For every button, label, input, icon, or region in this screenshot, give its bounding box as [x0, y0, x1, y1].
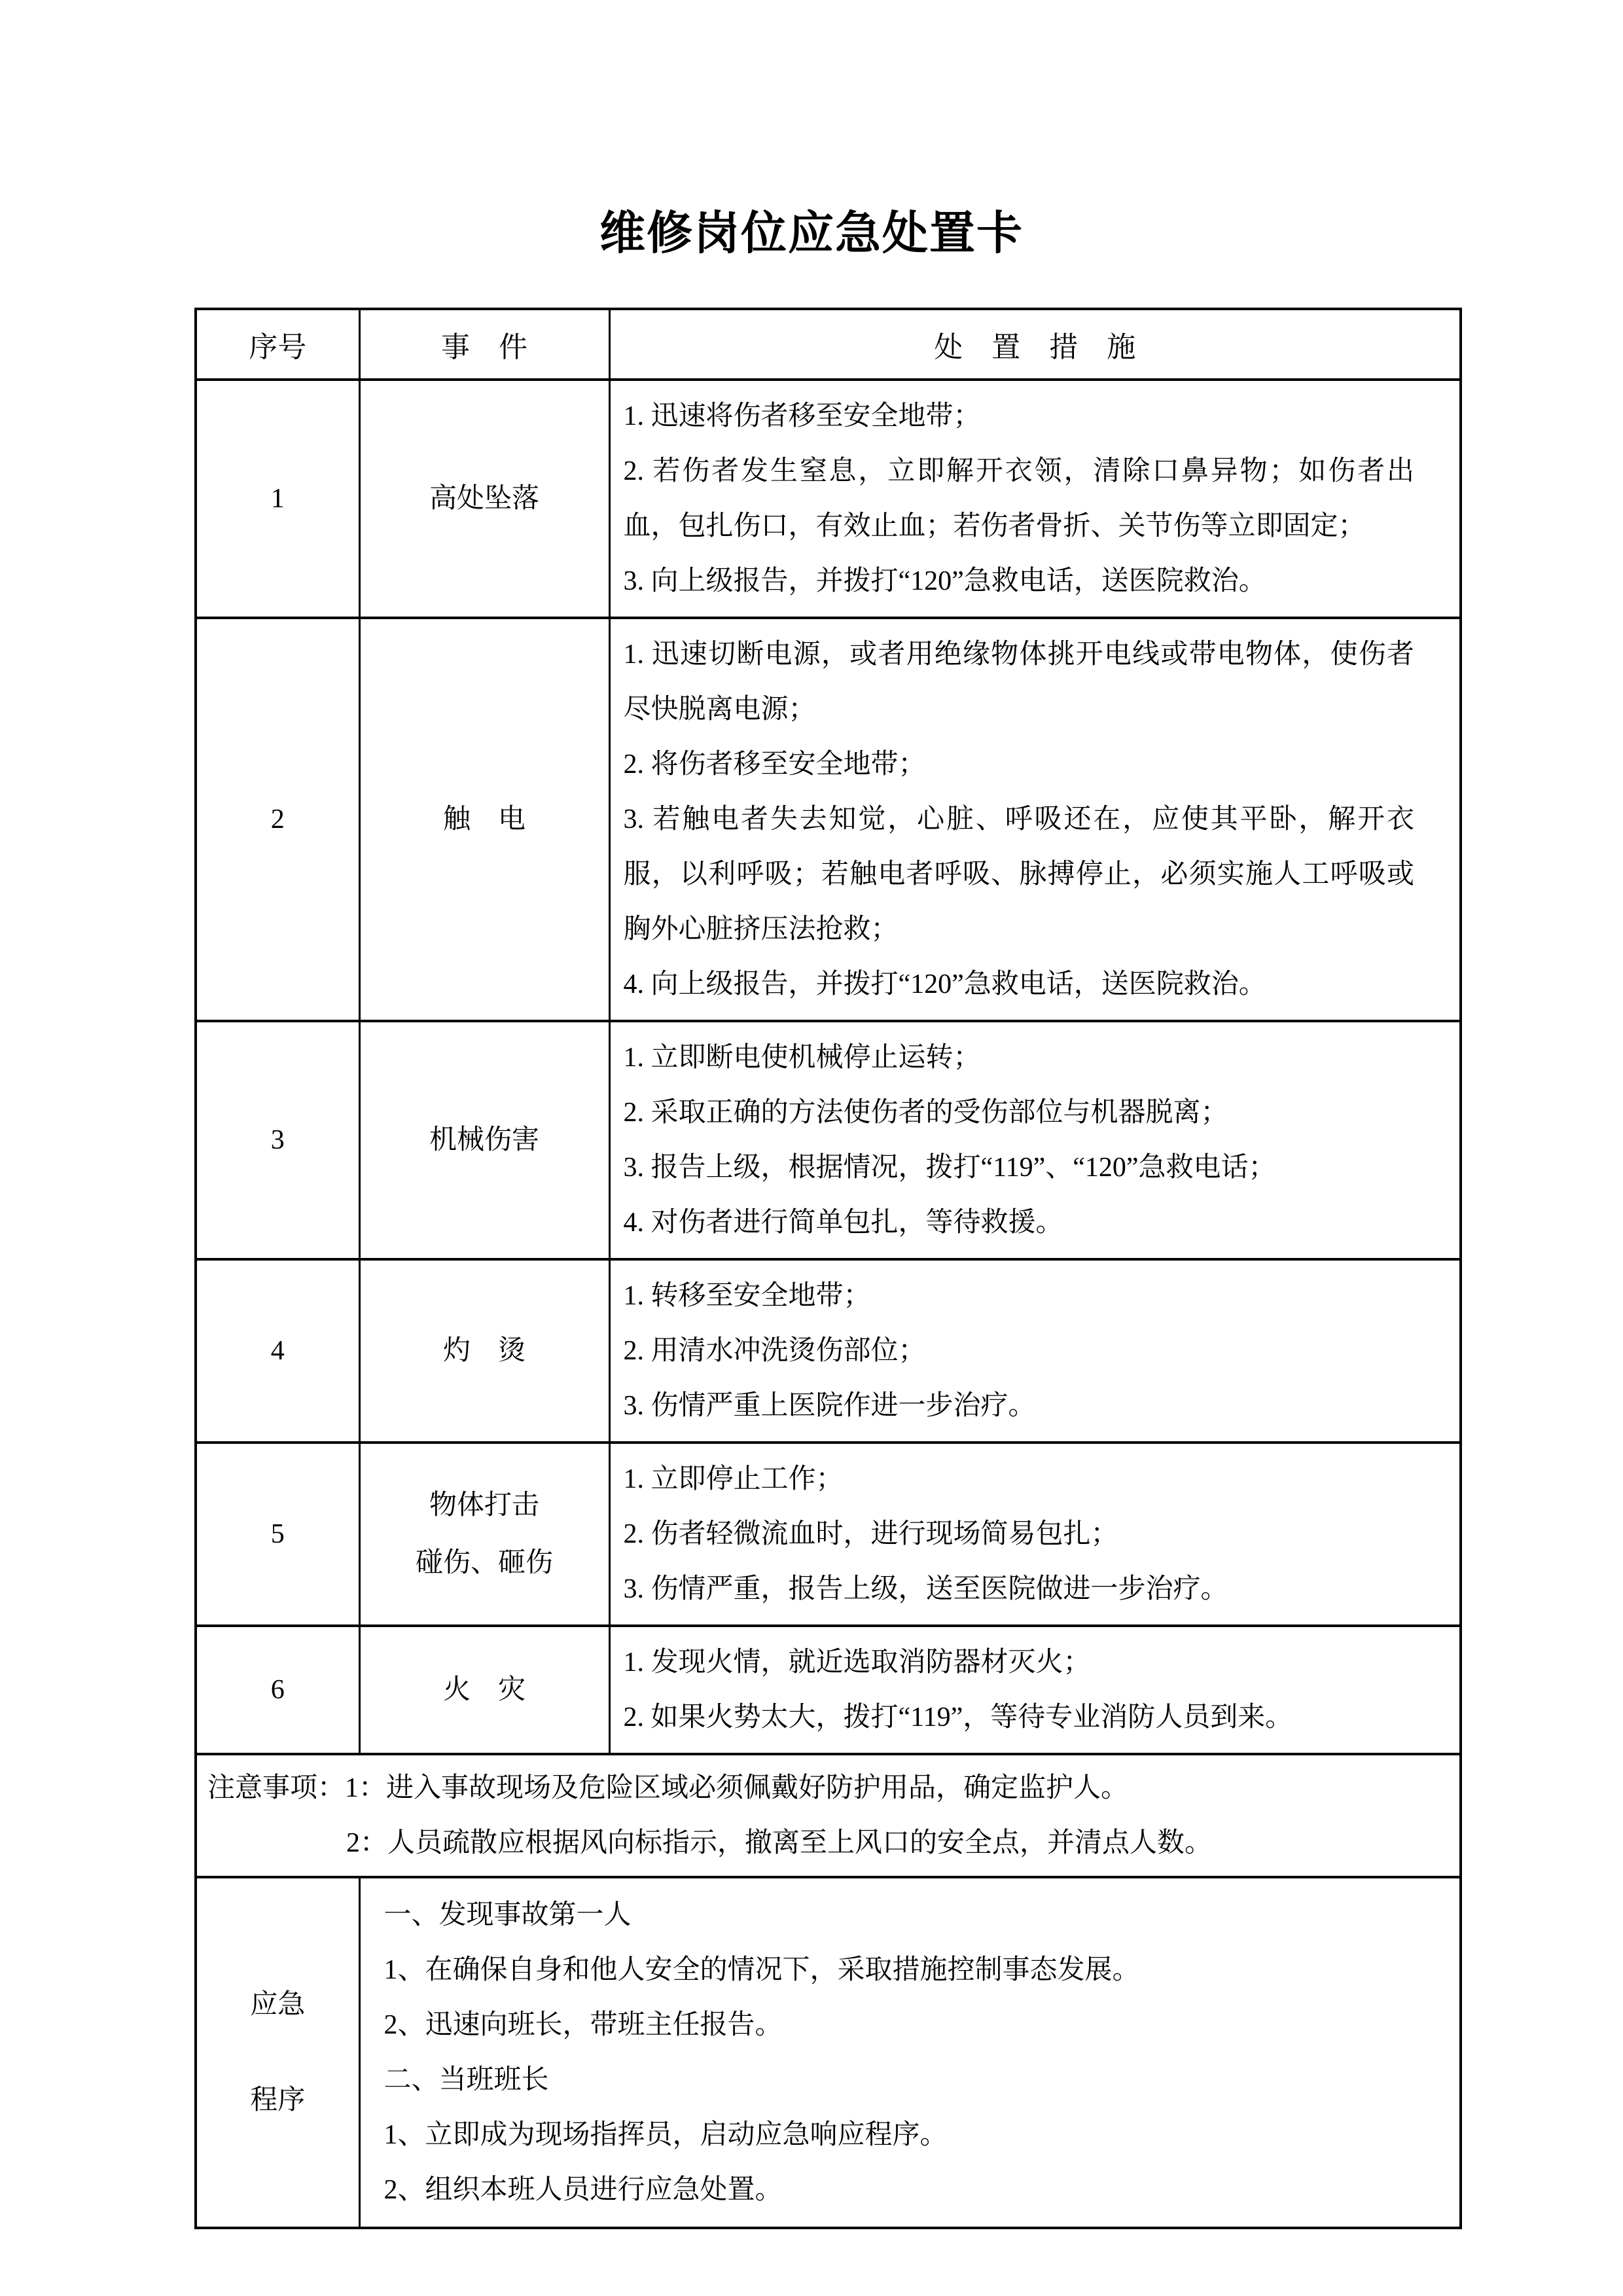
procedure-content-cell: [359, 1877, 1461, 2228]
procedure-row: [196, 1877, 1461, 2228]
event-line: 高处坠落: [429, 483, 539, 514]
emergency-response-table: [194, 308, 1462, 2229]
procedure-label-cell: [196, 1877, 359, 2228]
measure-line: 3. 伤情严重，报告上级，送至医院做进一步治疗。: [623, 1574, 1228, 1604]
notes-label: 注意事项：: [207, 1773, 346, 1803]
procedure-label-line: 程序: [250, 2085, 306, 2115]
measure-line: 1. 立即断电使机械停止运转；: [623, 1043, 981, 1073]
measure-line: 1. 迅速切断电源，或者用绝缘物体挑开电线或带电物体，使伤者尽快脱离电源；: [623, 639, 1414, 725]
measure-line: 2. 如果火势太大，拨打“119”，等待专业消防人员到来。: [623, 1702, 1293, 1732]
notes-item-2: 2：人员疏散应根据风向标指示，撤离至上风口的安全点，并清点人数。: [346, 1828, 1213, 1858]
event-cell: [359, 618, 609, 1021]
measure-line: 2. 采取正确的方法使伤者的受伤部位与机器脱离；: [623, 1098, 1228, 1128]
notes-item-1: 1：进入事故现场及危险区域必须佩戴好防护用品，确定监护人。: [345, 1773, 1129, 1803]
header-measures: 处 置 措 施: [609, 309, 1461, 380]
row-number: 2: [196, 618, 359, 1021]
row-number: 1: [196, 380, 359, 618]
procedure-line: 1、在确保自身和他人安全的情况下，采取措施控制事态发展。: [383, 1955, 1140, 1985]
table-row: [196, 1626, 1461, 1754]
measure-line: 2. 用清水冲洗烫伤部位；: [623, 1336, 926, 1366]
procedure-label-line: 应急: [250, 1989, 306, 2020]
measures-cell: [609, 1021, 1461, 1259]
measure-line: 4. 向上级报告，并拨打“120”急救电话，送医院救治。: [623, 969, 1266, 999]
event-cell: [359, 1021, 609, 1259]
event-line: 机械伤害: [429, 1124, 539, 1155]
measure-line: 3. 伤情严重上医院作进一步治疗。: [623, 1391, 1036, 1421]
table-row: [196, 380, 1461, 618]
notes-cell: [196, 1754, 1461, 1877]
measures-cell: [609, 618, 1461, 1021]
table-header-row: [196, 309, 1461, 380]
procedure-line: 2、组织本班人员进行应急处置。: [383, 2175, 783, 2205]
event-cell: [359, 1443, 609, 1626]
measure-line: 2. 若伤者发生窒息，立即解开衣领，清除口鼻异物；如伤者出血，包扎伤口，有效止血；若伤者骨折、关节伤等立即固定；: [623, 456, 1414, 541]
procedure-line: 一、发现事故第一人: [383, 1900, 632, 1930]
table-row: [196, 1443, 1461, 1626]
table-row: [196, 1259, 1461, 1443]
event-line: 碰伤、砸伤: [415, 1548, 553, 1578]
page-title: 维修岗位应急处置卡: [599, 209, 1024, 259]
row-number: 4: [196, 1259, 359, 1443]
procedure-line: 1、立即成为现场指挥员，启动应急响应程序。: [383, 2120, 948, 2150]
measure-line: 4. 对伤者进行简单包扎，等待救援。: [623, 1208, 1063, 1238]
procedure-line: 2、迅速向班长，带班主任报告。: [383, 2010, 783, 2040]
event-line: 灼 烫: [442, 1335, 526, 1366]
measures-cell: [609, 1443, 1461, 1626]
notes-line: [207, 1761, 1440, 1816]
measure-line: 3. 报告上级，根据情况，拨打“119”、“120”急救电话；: [623, 1153, 1276, 1183]
event-cell: [359, 380, 609, 618]
measure-line: 3. 向上级报告，并拨打“120”急救电话，送医院救治。: [623, 566, 1266, 596]
measure-line: 1. 立即停止工作；: [623, 1464, 844, 1494]
row-number: 3: [196, 1021, 359, 1259]
table-row: [196, 1021, 1461, 1259]
row-number: 5: [196, 1443, 359, 1626]
event-line: 火 灾: [442, 1674, 526, 1705]
measures-cell: [609, 380, 1461, 618]
event-line: 物体打击: [429, 1490, 539, 1520]
measures-cell: [609, 1259, 1461, 1443]
measure-line: 2. 伤者轻微流血时，进行现场简易包扎；: [623, 1519, 1118, 1549]
measure-line: 3. 若触电者失去知觉，心脏、呼吸还在，应使其平卧，解开衣服，以利呼吸；若触电者呼吸、脉搏停止，必须实施人工呼吸或胸外心脏挤压法抢救；: [623, 804, 1414, 944]
measure-line: 1. 迅速将伤者移至安全地带；: [623, 401, 981, 431]
event-cell: [359, 1626, 609, 1754]
table-row: [196, 618, 1461, 1021]
measure-line: 1. 转移至安全地带；: [623, 1281, 871, 1311]
measures-cell: [609, 1626, 1461, 1754]
event-line: 触 电: [442, 804, 526, 834]
header-no: 序号: [196, 309, 359, 380]
measure-line: 1. 发现火情，就近选取消防器材灭火；: [623, 1647, 1091, 1677]
procedure-line: 二、当班班长: [383, 2065, 549, 2095]
row-number: 6: [196, 1626, 359, 1754]
measure-line: 2. 将伤者移至安全地带；: [623, 749, 926, 780]
notes-row: [196, 1754, 1461, 1877]
header-event: 事 件: [359, 309, 609, 380]
event-cell: [359, 1259, 609, 1443]
